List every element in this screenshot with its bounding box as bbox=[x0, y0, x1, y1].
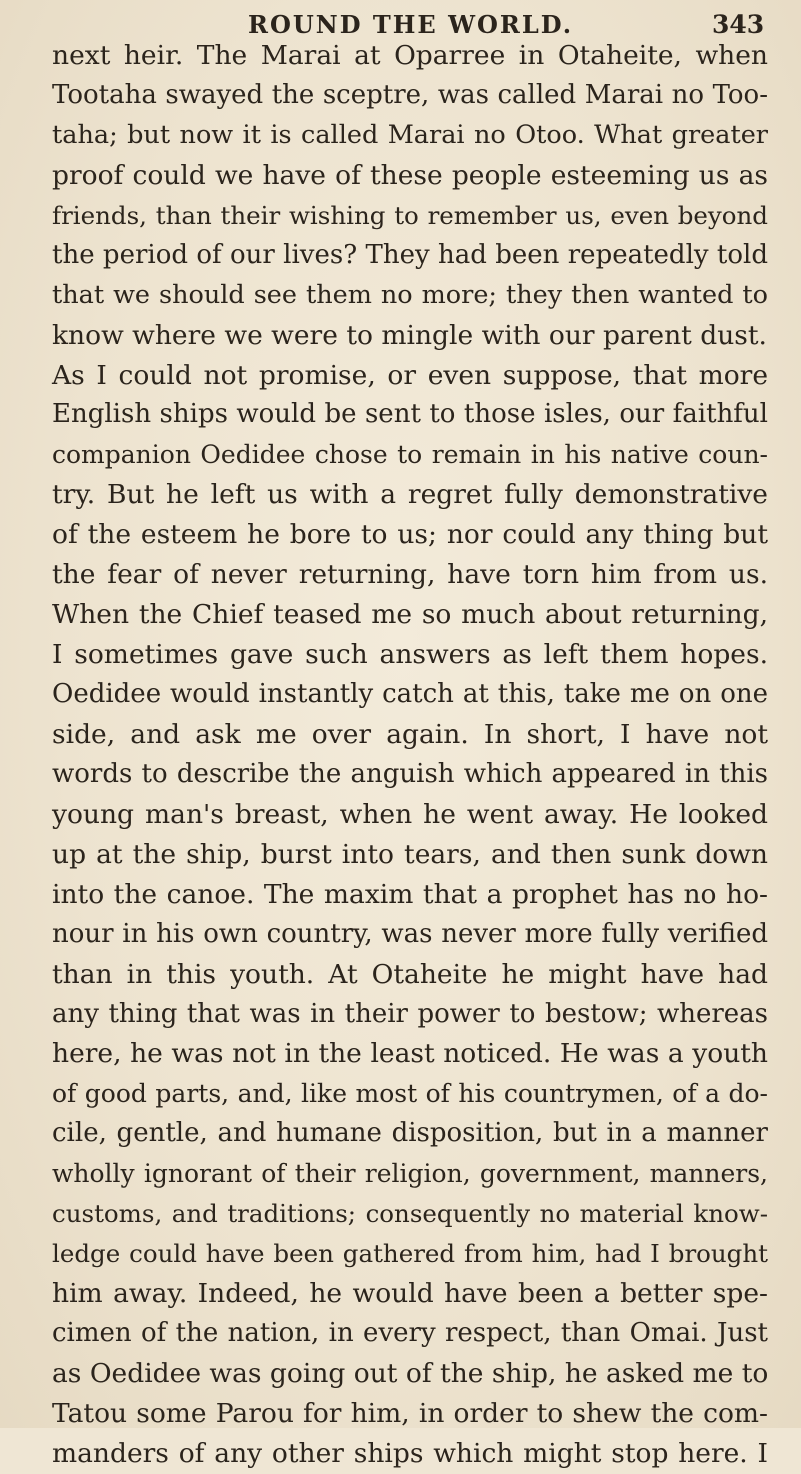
text-line: words to describe the anguish which appeared in this bbox=[52, 758, 768, 789]
text-line: next heir. The Marai at Oparree in Otaheite, when bbox=[52, 40, 768, 71]
text-line: I sometimes gave such answers as left them hopes. bbox=[52, 639, 768, 671]
text-line: of the esteem he bore to us; nor could any thing but bbox=[52, 519, 768, 551]
text-line: English ships would be sent to those isles, our faithful bbox=[52, 399, 768, 430]
page-number: 343 bbox=[712, 10, 765, 39]
text-line: the fear of never returning, have torn him from us. bbox=[52, 559, 768, 591]
text-line: When the Chief teased me so much about returning, bbox=[52, 599, 768, 631]
text-line: proof could we have of these people esteeming us as bbox=[52, 159, 768, 191]
text-line: Tatou some Parou for him, in order to shew the com- bbox=[52, 1397, 768, 1429]
text-line: wholly ignorant of their religion, government, manners, bbox=[52, 1159, 768, 1189]
text-line: him away. Indeed, he would have been a better spe- bbox=[52, 1278, 768, 1310]
text-line: nour in his own country, was never more fully verified bbox=[52, 918, 768, 949]
text-line: customs, and traditions; consequently no material know- bbox=[52, 1199, 768, 1229]
text-line: Oedidee would instantly catch at this, take me on one bbox=[52, 679, 768, 709]
text-line: into the canoe. The maxim that a prophet has no ho- bbox=[52, 878, 768, 910]
text-line: friends, than their wishing to remember us, even beyond bbox=[52, 200, 768, 230]
text-line: know where we were to mingle with our parent dust. bbox=[52, 319, 767, 351]
text-line: that we should see them no more; they then wanted to bbox=[52, 279, 768, 310]
text-line: try. But he left us with a regret fully demonstrative bbox=[52, 479, 768, 511]
running-title: ROUND THE WORLD. bbox=[248, 10, 574, 39]
text-line: than in this youth. At Otaheite he might have had bbox=[52, 958, 768, 990]
text-line: taha; but now it is called Marai no Otoo. What greater bbox=[52, 119, 768, 150]
text-line: As I could not promise, or even suppose, that more bbox=[52, 359, 768, 391]
text-line: the period of our lives? They had been repeatedly told bbox=[52, 239, 768, 270]
text-line: side, and ask me over again. In short, I have not bbox=[52, 718, 768, 750]
text-line: young man's breast, when he went away. He looked bbox=[52, 798, 768, 830]
text-line: cile, gentle, and humane disposition, but in a manner bbox=[52, 1118, 768, 1149]
text-line: up at the ship, burst into tears, and then sunk down bbox=[52, 838, 768, 870]
text-line: companion Oedidee chose to remain in his native coun- bbox=[52, 440, 768, 470]
text-line: Tootaha swayed the sceptre, was called Marai no Too- bbox=[52, 79, 768, 110]
text-line: cimen of the nation, in every respect, than Omai. Just bbox=[52, 1318, 768, 1348]
text-line: manders of any other ships which might stop here. I bbox=[52, 1437, 768, 1469]
body-text bbox=[52, 36, 768, 1474]
text-line: ledge could have been gathered from him, had I brought bbox=[52, 1239, 768, 1269]
text-line: as Oedidee was going out of the ship, he asked me to bbox=[52, 1357, 769, 1389]
text-line: here, he was not in the least noticed. He was a youth bbox=[52, 1038, 768, 1070]
text-line: of good parts, and, like most of his countrymen, of a do- bbox=[52, 1079, 768, 1109]
text-line: any thing that was in their power to bestow; whereas bbox=[52, 998, 768, 1029]
